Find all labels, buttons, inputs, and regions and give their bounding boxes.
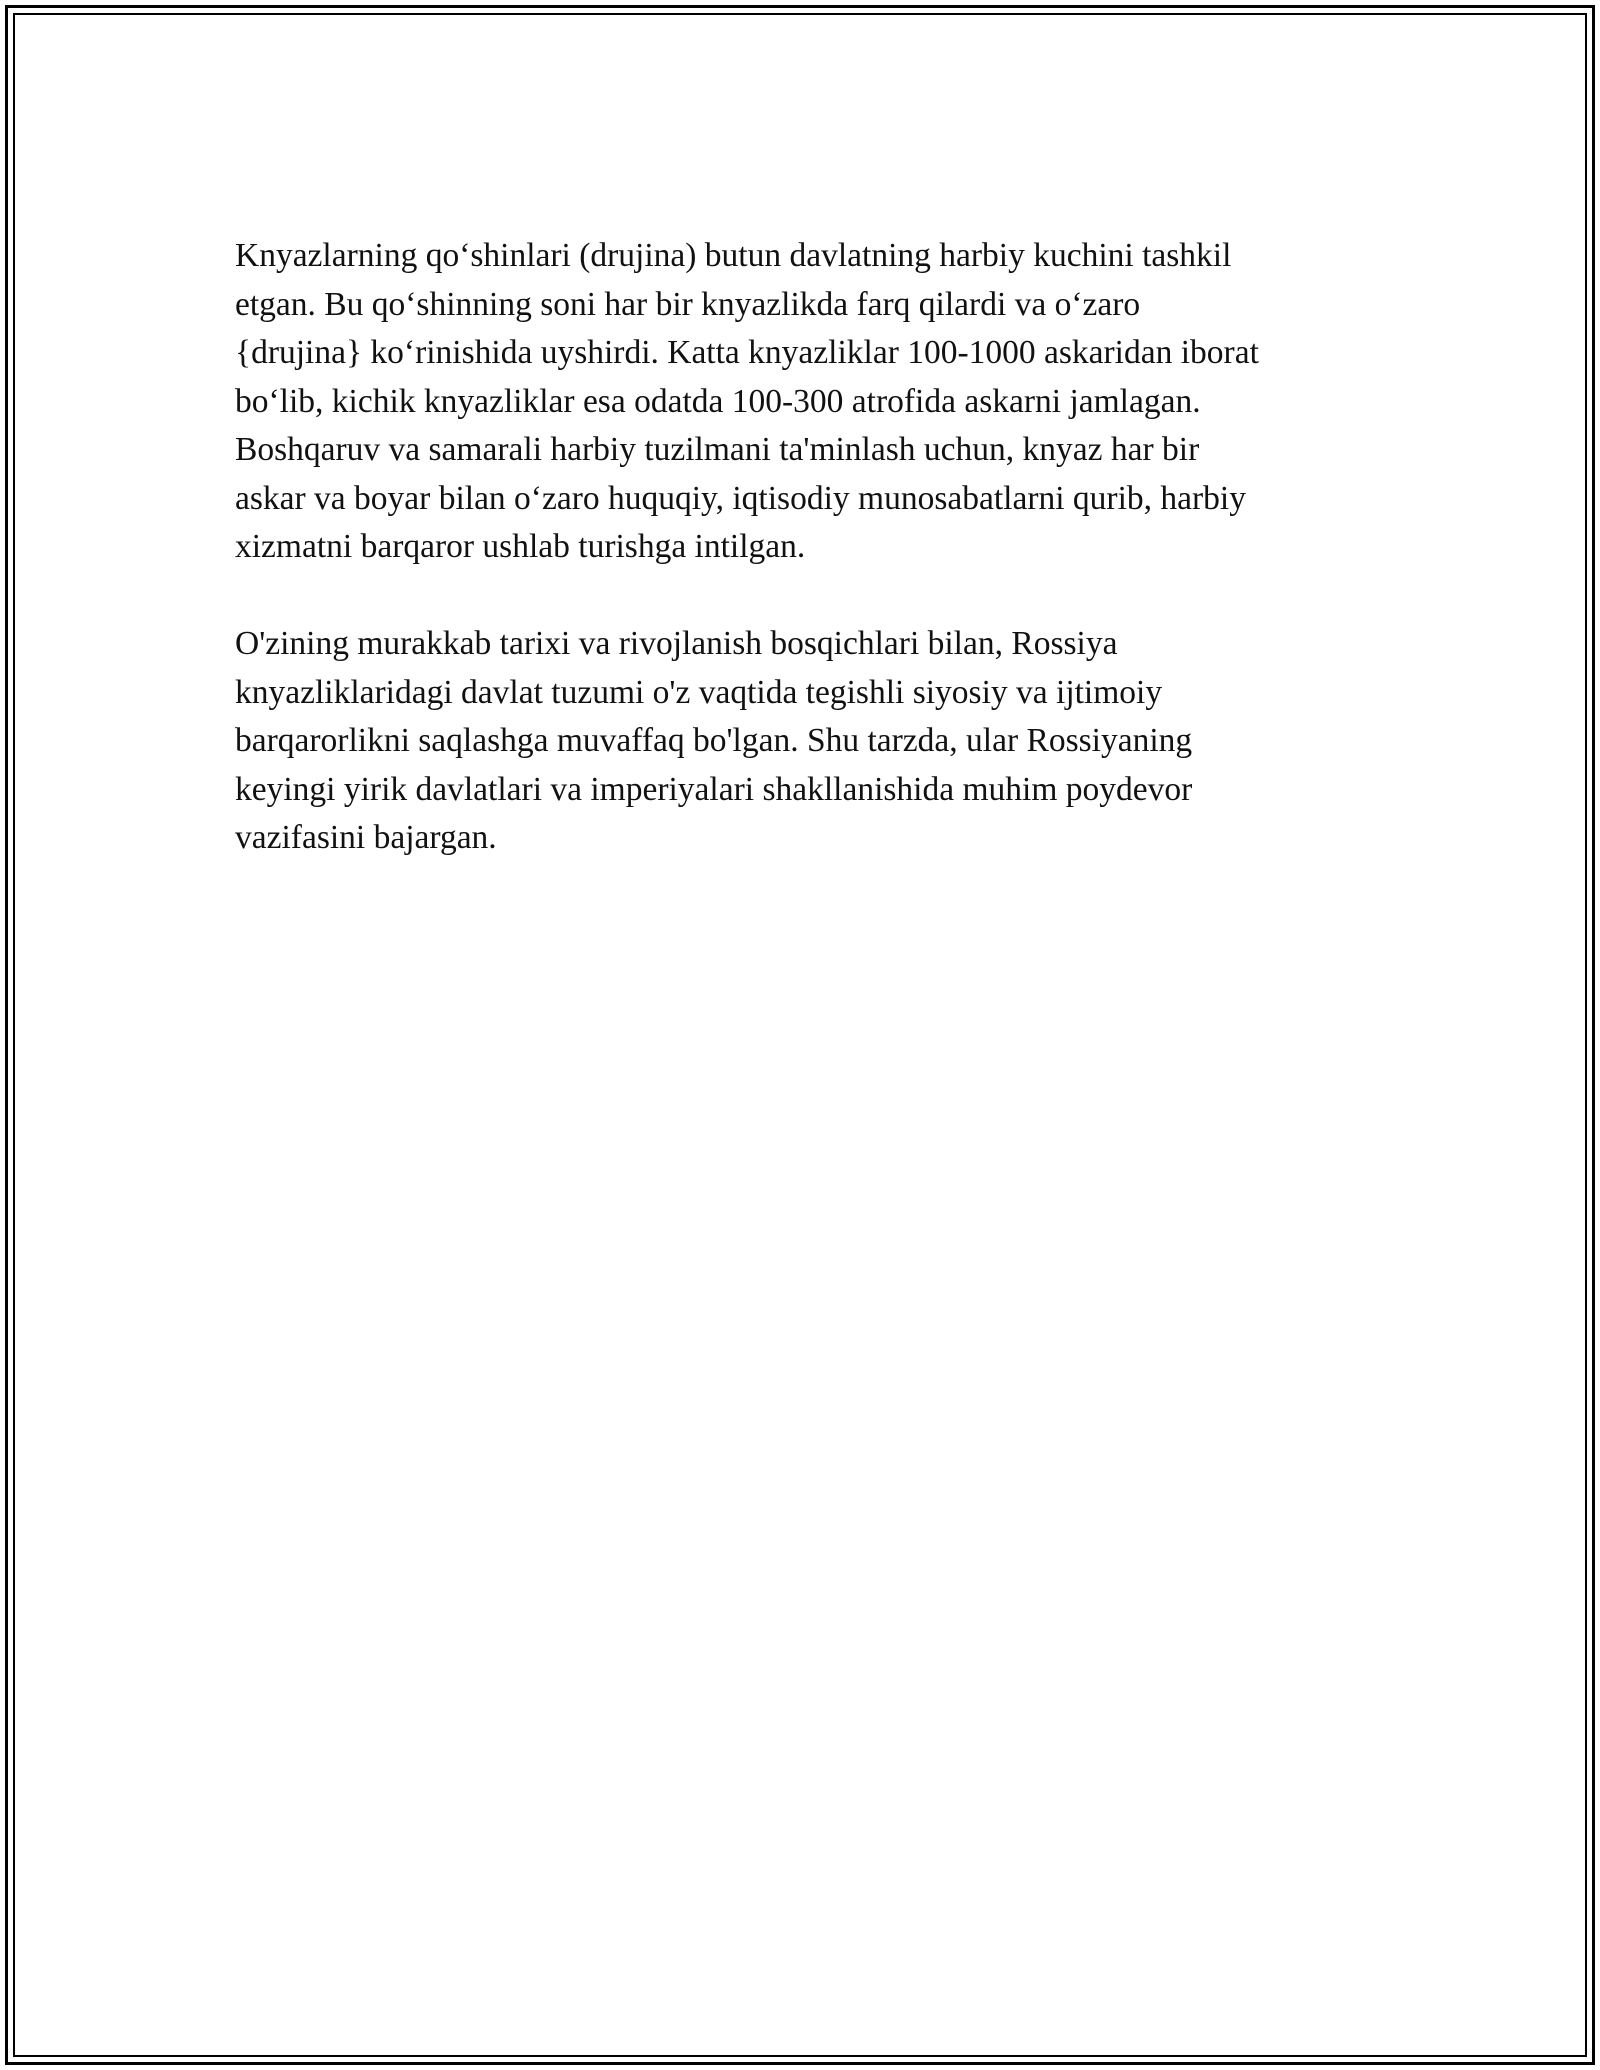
paragraph-drujina: Knyazlarning qo‘shinlari (drujina) butun davlatning harbiy kuchini tashkil etgan. Bu qo‘shinning soni har bir knyazlikda farq qilardi va o‘zaro {drujina} ko‘rinishida uyshirdi. Katta knyazliklar 100-1000 askaridan iborat bo‘lib, kichik knyazliklar esa odatda 100-300 atrofida askarni jamlagan. Boshqaruv va samarali harbiy tuzilmani ta'minlash uchun, knyaz har bir askar va boyar bilan o‘zaro huquqiy, iqtisodiy munosabatlarni qurib, harbiy xizmatni barqaror ushlab turishga intilgan. bbox=[235, 237, 1259, 565]
paragraph-state-system: O'zining murakkab tarixi va rivojlanish bosqichlari bilan, Rossiya knyazliklaridagi davlat tuzumi o'z vaqtida tegishli siyosiy va ijtimoiy barqarorlikni saqlashga muvaffaq bo'lgan. Shu tarzda, ular Rossiyaning keyingi yirik davlatlari va imperiyalari shakllanishida muhim poydevor vazifasini bajargan. bbox=[235, 625, 1193, 856]
document-body bbox=[235, 232, 1375, 863]
